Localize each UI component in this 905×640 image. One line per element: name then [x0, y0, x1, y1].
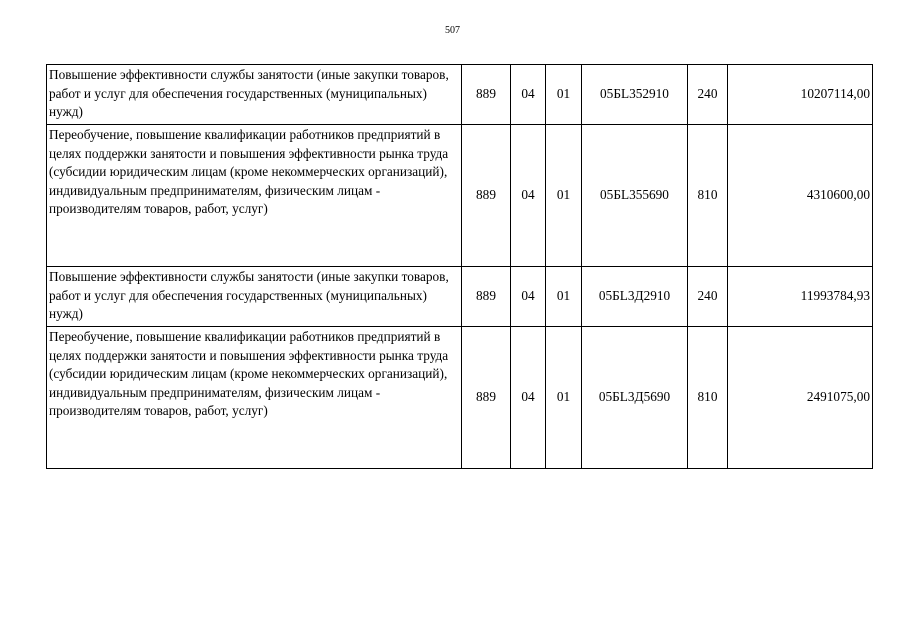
page-number: 507 — [445, 25, 460, 36]
row-section-code: 04 — [511, 65, 546, 125]
row-description: Повышение эффективности службы занятости (иные закупки товаров, работ и услуг для обеспечения государственных (муниципальных) нужд) — [47, 267, 462, 327]
row-description: Повышение эффективности службы занятости (иные закупки товаров, работ и услуг для обеспечения государственных (муниципальных) нужд) — [47, 65, 462, 125]
row-ministry-code: 889 — [462, 267, 511, 327]
row-amount: 11993784,93 — [728, 267, 873, 327]
row-target-article: 05БL355690 — [582, 125, 688, 267]
row-description: Переобучение, повышение квалификации работников предприятий в целях поддержки занятости и повышения эффективности рынка труда (субсидии юридическим лицам (кроме некоммерческих организаций), индивидуальным предпринимателям, физическим лицам - производителям товаров, работ, услуг) — [47, 125, 462, 267]
row-subsection-code: 01 — [546, 267, 582, 327]
row-section-code: 04 — [511, 267, 546, 327]
table-row — [47, 65, 873, 125]
row-subsection-code: 01 — [546, 65, 582, 125]
row-expense-type: 240 — [688, 65, 728, 125]
row-subsection-code: 01 — [546, 125, 582, 267]
table-row — [47, 327, 873, 469]
table-row — [47, 125, 873, 267]
row-amount: 2491075,00 — [728, 327, 873, 469]
row-subsection-code: 01 — [546, 327, 582, 469]
row-amount: 10207114,00 — [728, 65, 873, 125]
row-target-article: 05БL3Д5690 — [582, 327, 688, 469]
table-row — [47, 267, 873, 327]
row-amount: 4310600,00 — [728, 125, 873, 267]
row-target-article: 05БL352910 — [582, 65, 688, 125]
row-section-code: 04 — [511, 125, 546, 267]
row-expense-type: 810 — [688, 327, 728, 469]
row-ministry-code: 889 — [462, 125, 511, 267]
row-target-article: 05БL3Д2910 — [582, 267, 688, 327]
row-description: Переобучение, повышение квалификации работников предприятий в целях поддержки занятости и повышения эффективности рынка труда (субсидии юридическим лицам (кроме некоммерческих организаций), индивидуальным предпринимателям, физическим лицам - производителям товаров, работ, услуг) — [47, 327, 462, 469]
row-ministry-code: 889 — [462, 327, 511, 469]
row-ministry-code: 889 — [462, 65, 511, 125]
row-expense-type: 810 — [688, 125, 728, 267]
row-expense-type: 240 — [688, 267, 728, 327]
row-section-code: 04 — [511, 327, 546, 469]
budget-table — [46, 64, 873, 469]
